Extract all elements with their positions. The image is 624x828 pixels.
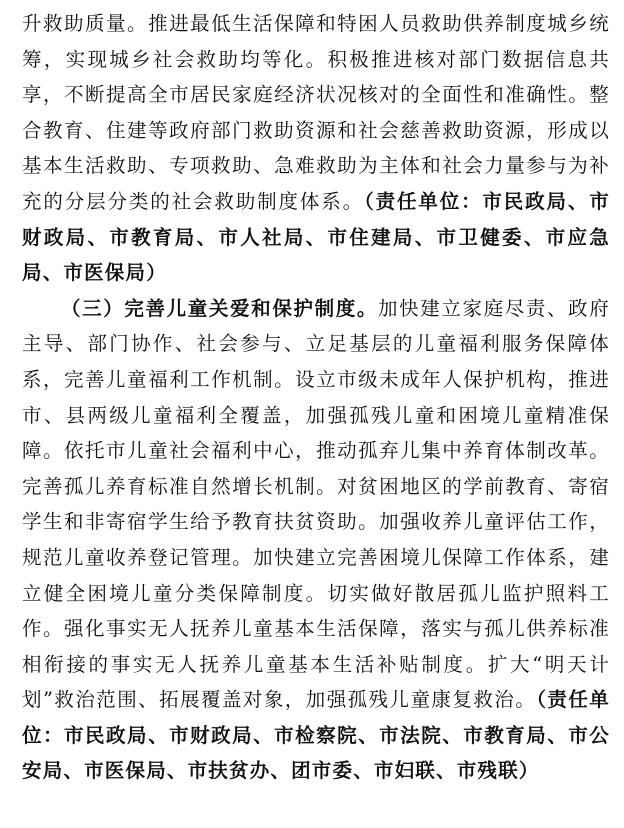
paragraph-body: 加快建立家庭尽责、政府主导、部门协作、社会参与、立足基层的儿童福利服务保障体系，完善儿童福利工作机制。设立市级未成年人保护机构，推进市、县两级儿童福利全覆盖，加强孤残儿童和困境儿童精准保障。依托市儿童社会福利中心，推动孤弃儿集中养育体制改革。完善孤儿养育标准自然增长机制。对贫困地区的学前教育、寄宿学生和非寄宿学生给予教育扶贫资助。加强收养儿童评估工作，规范儿童收养登记管理。加快建立完善困境儿保障工作体系，建立健全困境儿童分类保障制度。切实做好散居孤儿监护照料工作。强化事实无人抚养儿童基本生活保障，落实与孤儿供养标准相衔接的事实无人抚养儿童基本生活补贴制度。扩大“明天计划”救治范围、拓展覆盖对象，加强孤残儿童康复救治。 — [22, 296, 610, 712]
paragraph-body: 升救助质量。推进最低生活保障和特困人员救助供养制度城乡统筹，实现城乡社会救助均等化。积极推进核对部门数据信息共享，不断提高全市居民家庭经济状况核对的全面性和准确性。整合教育、住建等政府部门救助资源和社会慈善救助资源，形成以基本生活救助、专项救助、急难救助为主体和社会力量参与为补充的分层分类的社会救助制度体系。 — [22, 12, 610, 213]
paragraph-social-assistance — [22, 6, 610, 291]
section-heading: （三）完善儿童关爱和保护制度。 — [61, 296, 378, 320]
responsibility-units: （责任单位：市民政局、市财政局、市检察院、市法院、市教育局、市公安局、市医保局、市扶贫办、团市委、市妇联、市残联） — [22, 688, 610, 783]
responsibility-units: （责任单位：市民政局、市财政局、市教育局、市人社局、市住建局、市卫健委、市应急局、市医保局） — [22, 189, 610, 285]
paragraph-child-protection — [22, 291, 610, 789]
